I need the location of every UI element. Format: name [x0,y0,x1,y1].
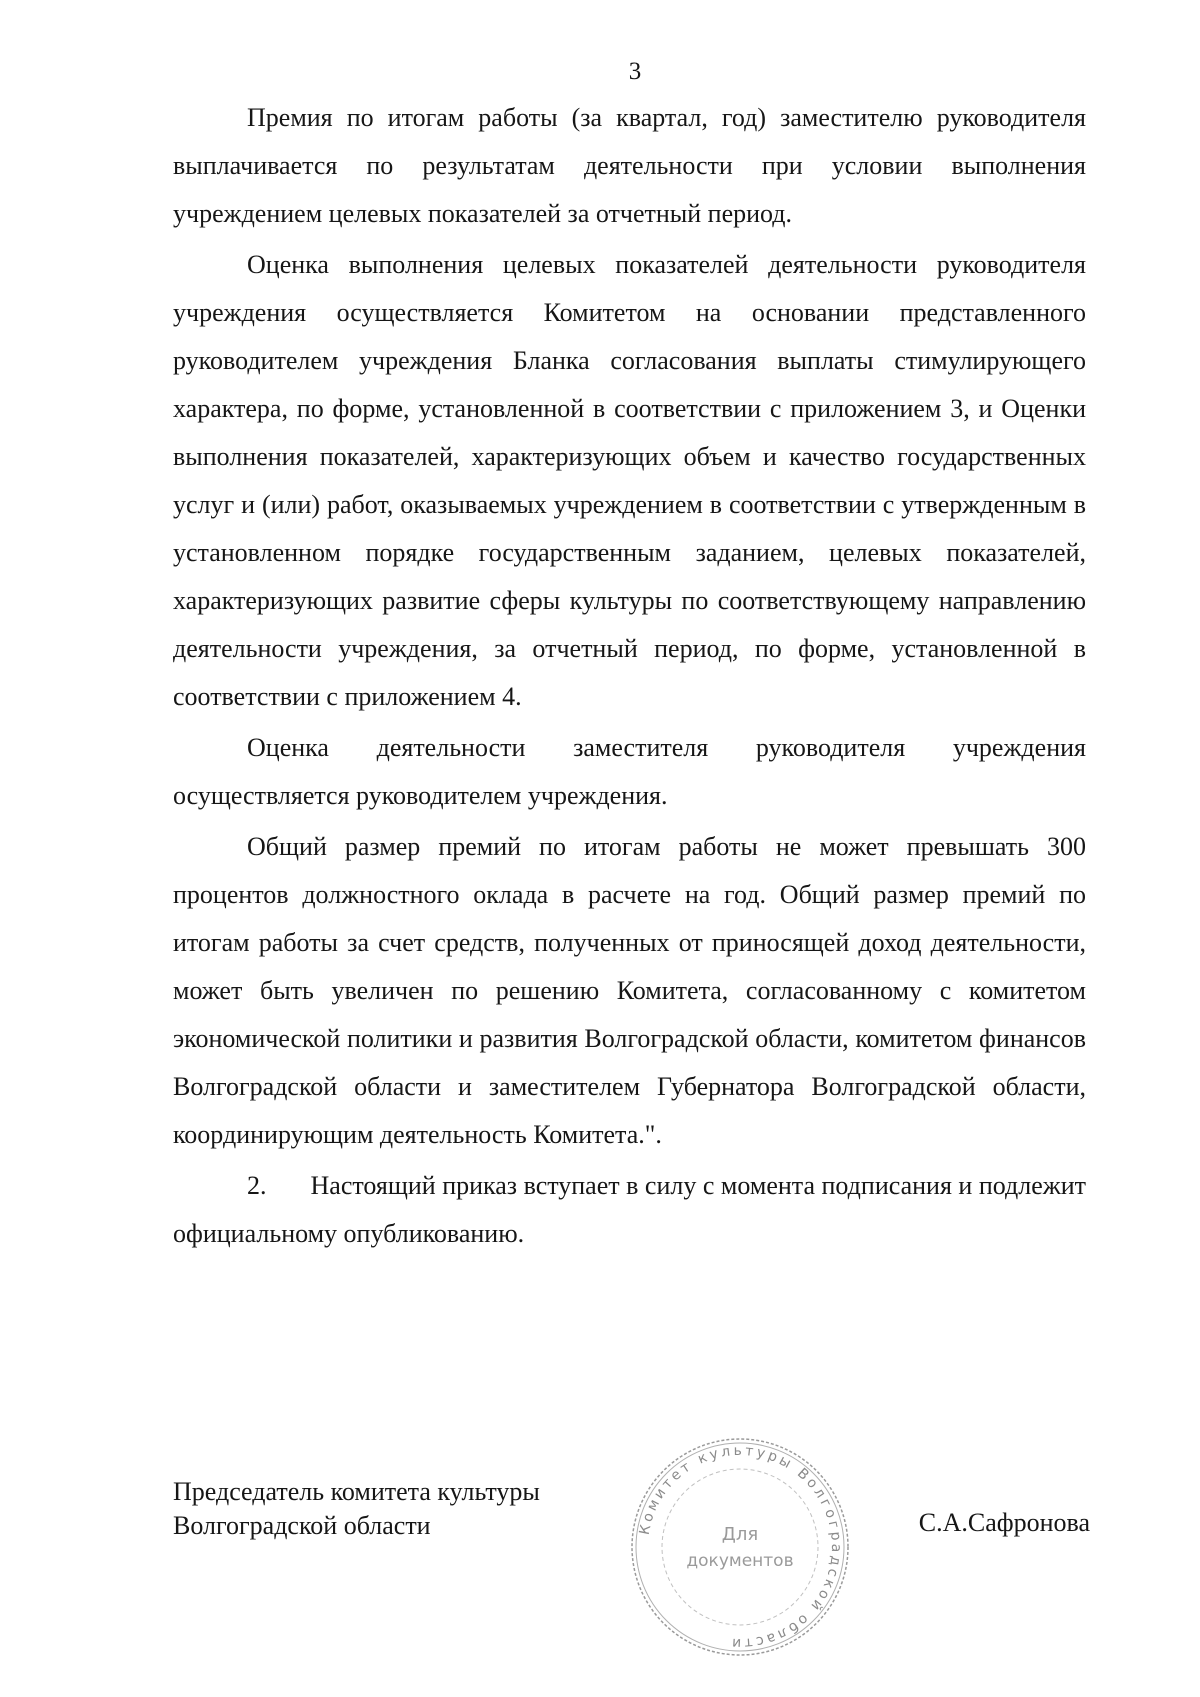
seal-outer-text: Комитет культуры Волгоградской области [636,1442,845,1652]
numbered-item-2 [173,1162,1086,1258]
signer-position [173,1475,540,1543]
paragraph-deputy-bonus: Премия по итогам работы (за квартал, год) заместителю руководителя выплачивается по результатам деятельности при условии выполнения учреждением целевых показателей за отчетный период. [173,103,1086,228]
seal-center-line1: Для [721,1524,759,1545]
official-seal [625,1432,855,1662]
signer-position-line1: Председатель комитета культуры [173,1477,540,1506]
signer-name: С.А.Сафронова [918,1508,1090,1537]
item-number: 2. [247,1171,267,1200]
seal-center-line2: документов [686,1551,794,1571]
paragraph-bonus-limit: Общий размер премий по итогам работы не может превышать 300 процентов должностного оклада в расчете на год. Общий размер премий по итогам работы за счет средств, полученных от приносящей доход деятельности, может быть увеличен по решению Комитета, согласованному с комитетом экономической политики и развития Волгоградской области, комитетом финансов Волгоградской области и заместителем Губернатора Волгоградской области, координирующим деятельность Комитета.". [173,832,1086,1149]
paragraph-deputy-evaluation: Оценка деятельности заместителя руководителя учреждения осуществляется руководителем учреждения. [173,733,1086,810]
item-text: Настоящий приказ вступает в силу с момента подписания и подлежит официальному опубликованию. [173,1171,1086,1248]
document-body [173,94,1086,1258]
svg-text:Комитет культуры Волгоградской [637,1443,844,1651]
signer-position-line2: Волгоградской области [173,1511,431,1540]
paragraph-evaluation: Оценка выполнения целевых показателей деятельности руководителя учреждения осуществляется Комитетом на основании представленного руководителем учреждения Бланка согласования выплаты стимулирующего характера, по форме, установленной в соответствии с приложением 3, и Оценки выполнения показателей, характеризующих объем и качество государственных услуг и (или) работ, оказываемых учреждением в соответствии с утвержденным в установленном порядке государственным заданием, целевых показателей, характеризующих развитие сферы культуры по соответствующему направлению деятельности учреждения, за отчетный период, по форме, установленной в соответствии с приложением 4. [173,250,1086,711]
page-number: 3 [628,58,642,85]
